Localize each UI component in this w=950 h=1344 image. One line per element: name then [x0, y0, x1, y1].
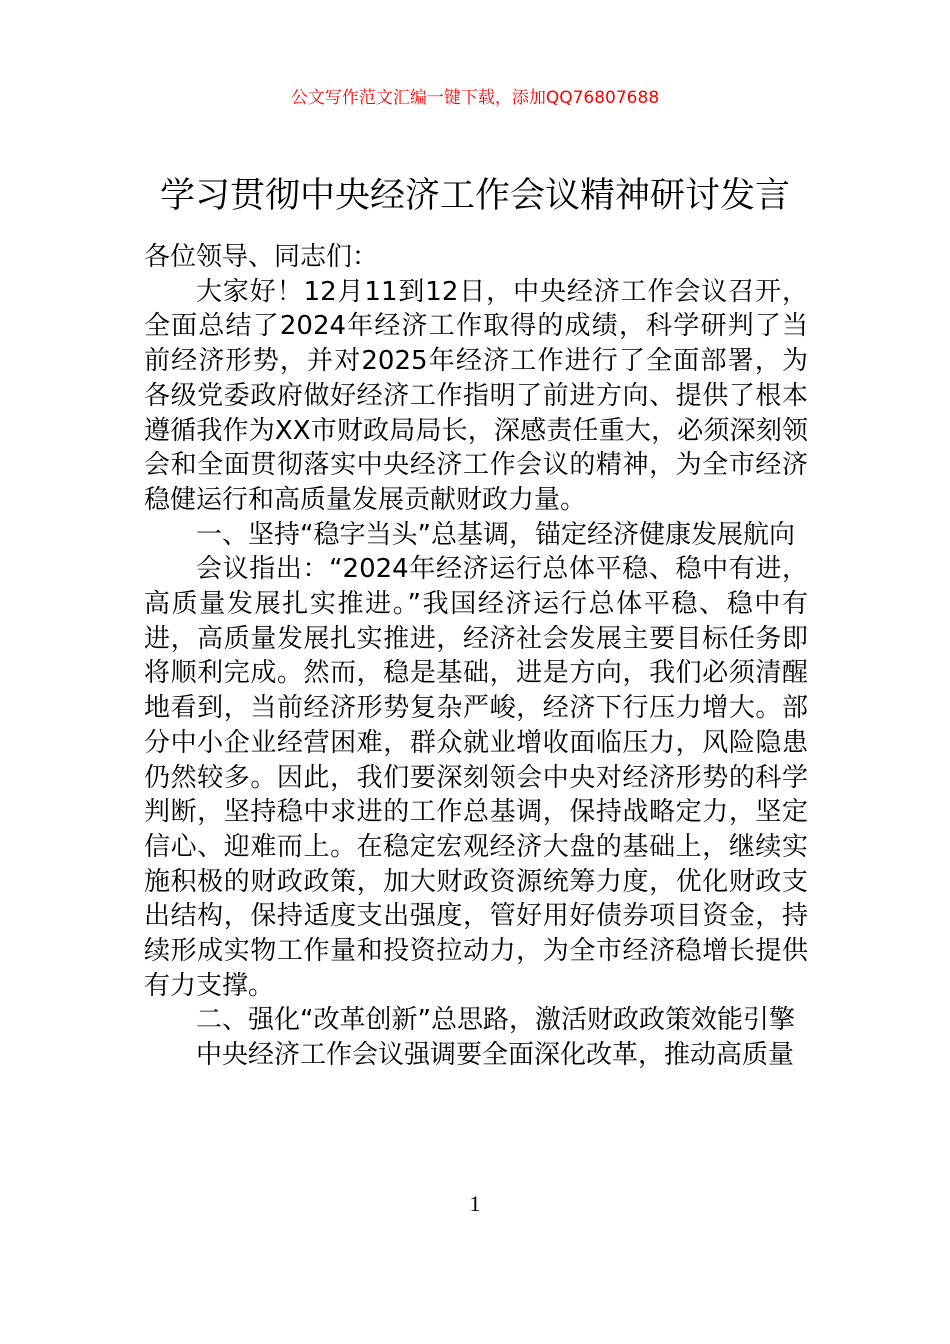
- salutation: 各位领导、同志们：: [144, 242, 379, 272]
- document-body: [144, 240, 808, 1073]
- section-heading-1: 一、坚持“稳字当头”总基调，锚定经济健康发展航向: [196, 519, 795, 550]
- section-heading-2: 二、强化“改革创新”总思路，激活财政政策效能引擎: [196, 1005, 795, 1036]
- paragraph-section-1: 会议指出：“2024年经济运行总体平稳、稳中有进，高质量发展扎实推进。”我国经济运行总体平稳、稳中有进，高质量发展扎实推进，经济社会发展主要目标任务即将顺利完成。然而，稳是基础，进是方向，我们必须清醒地看到，当前经济形势复杂严峻，经济下行压力增大。部分中小企业经营困难，群众就业增收面临压力，风险隐患仍然较多。因此，我们要深刻领会中央对经济形势的科学判断，坚持稳中求进的工作总基调，保持战略定力，坚定信心、迎难而上。在稳定宏观经济大盘的基础上，继续实施积极的财政政策，加大财政资源统筹力度，优化财政支出结构，保持适度支出强度，管好用好债券项目资金，持续形成实物工作量和投资拉动力，为全市经济稳增长提供有力支撑。: [144, 554, 808, 1001]
- paragraph-section-2: 中央经济工作会议强调要全面深化改革，推动高质量: [196, 1040, 795, 1071]
- download-banner[interactable]: 公文写作范文汇编一键下载，添加QQ76807688: [290, 88, 660, 108]
- document-title: 学习贯彻中央经济工作会议精神研讨发言: [159, 176, 790, 216]
- paragraph-intro: 大家好！12月11到12日，中央经济工作会议召开，全面总结了2024年经济工作取得的成绩，科学研判了当前经济形势，并对2025年经济工作进行了全面部署，为各级党委政府做好经济工作指明了前进方向、提供了根本遵循我作为XX市财政局局长，深感责任重大，必须深刻领会和全面贯彻落实中央经济工作会议的精神，为全市经济稳健运行和高质量发展贡献财政力量。: [144, 276, 808, 515]
- page-number: 1: [469, 1191, 481, 1216]
